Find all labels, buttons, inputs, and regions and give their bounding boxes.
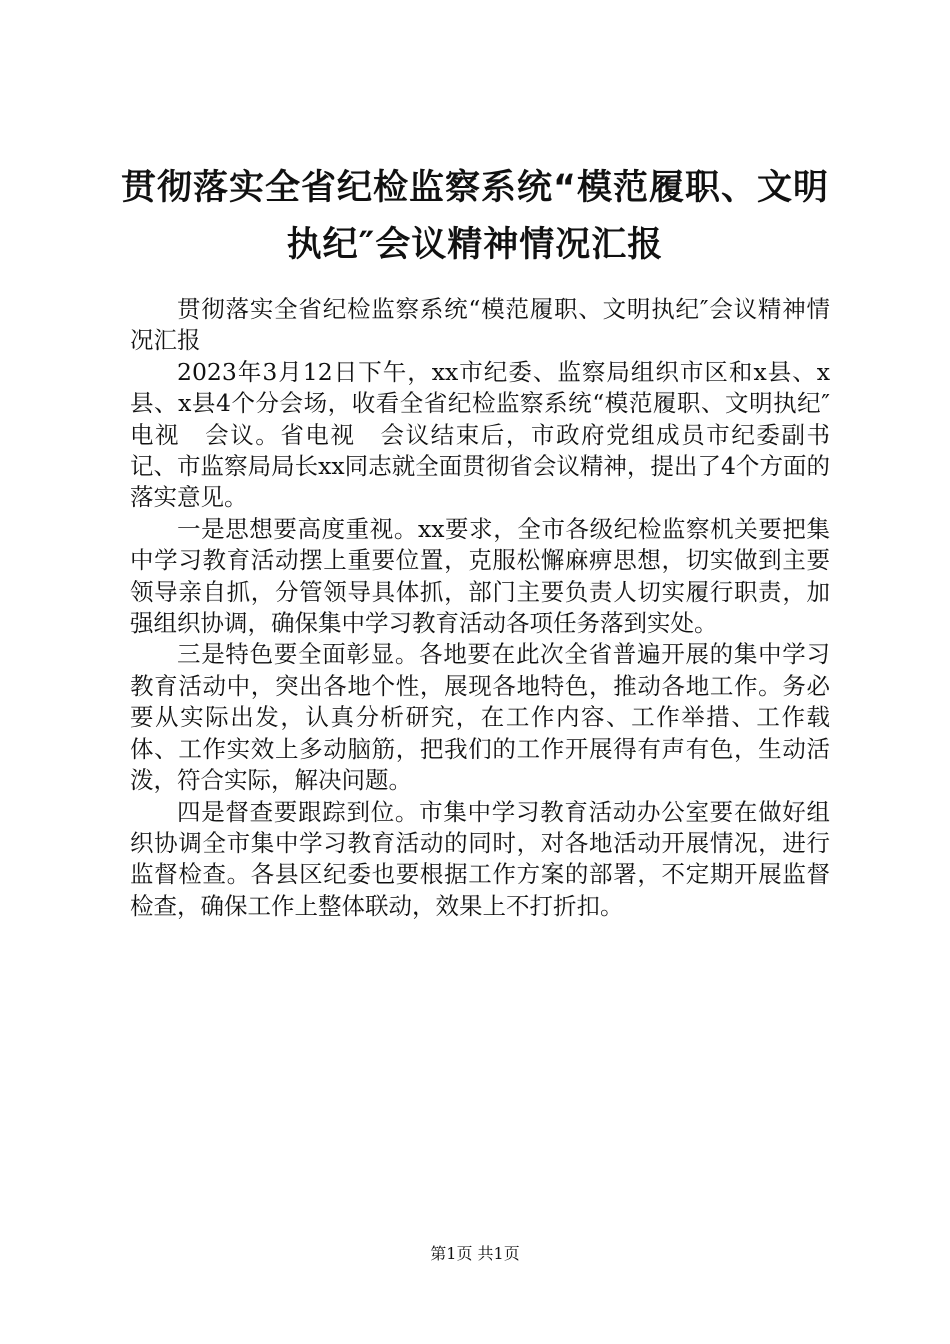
page-footer: 第1页 共1页 — [430, 1244, 520, 1263]
title-line-1: 贯彻落实全省纪检监察系统“模范履职、文明 — [120, 168, 829, 208]
paragraph-intro: 2023年3月12日下午，xx市纪委、监察局组织市区和x县、x县、x县4个分会场，收看全省纪检监察系统“模范履职、文明执纪″电视 会议。省电视 会议结束后，市政府党组成员市纪委副书记、市监察局局长xx同志就全面贯彻省会议精神，提出了4个方面的落实意见。 — [130, 357, 830, 512]
paragraph-point-1: 一是思想要高度重视。xx要求，全市各级纪检监察机关要把集中学习教育活动摆上重要位置，克服松懈麻痹思想，切实做到主要领导亲自抓，分管领导具体抓，部门主要负责人切实履行职责，加强组织协调，确保集中学习教育活动各项任务落到实处。 — [130, 514, 830, 638]
paragraph-subtitle: 贯彻落实全省纪检监察系统“模范履职、文明执纪″会议精神情况汇报 — [130, 295, 830, 355]
title-line-2: 执纪″会议精神情况汇报 — [286, 225, 664, 265]
document-title — [100, 160, 850, 274]
document-body — [130, 294, 830, 922]
paragraph-point-3: 三是特色要全面彰显。各地要在此次全省普遍开展的集中学习教育活动中，突出各地个性，展现各地特色，推动各地工作。务必要从实际出发，认真分析研究，在工作内容、工作举措、工作载体、工作实效上多动脑筋，把我们的工作开展得有声有色，生动活泼，符合实际，解决问题。 — [130, 640, 830, 795]
paragraph-point-4: 四是督查要跟踪到位。市集中学习教育活动办公室要在做好组织协调全市集中学习教育活动的同时，对各地活动开展情况，进行监督检查。各县区纪委也要根据工作方案的部署，不定期开展监督检查，确保工作上整体联动，效果上不打折扣。 — [130, 797, 830, 920]
